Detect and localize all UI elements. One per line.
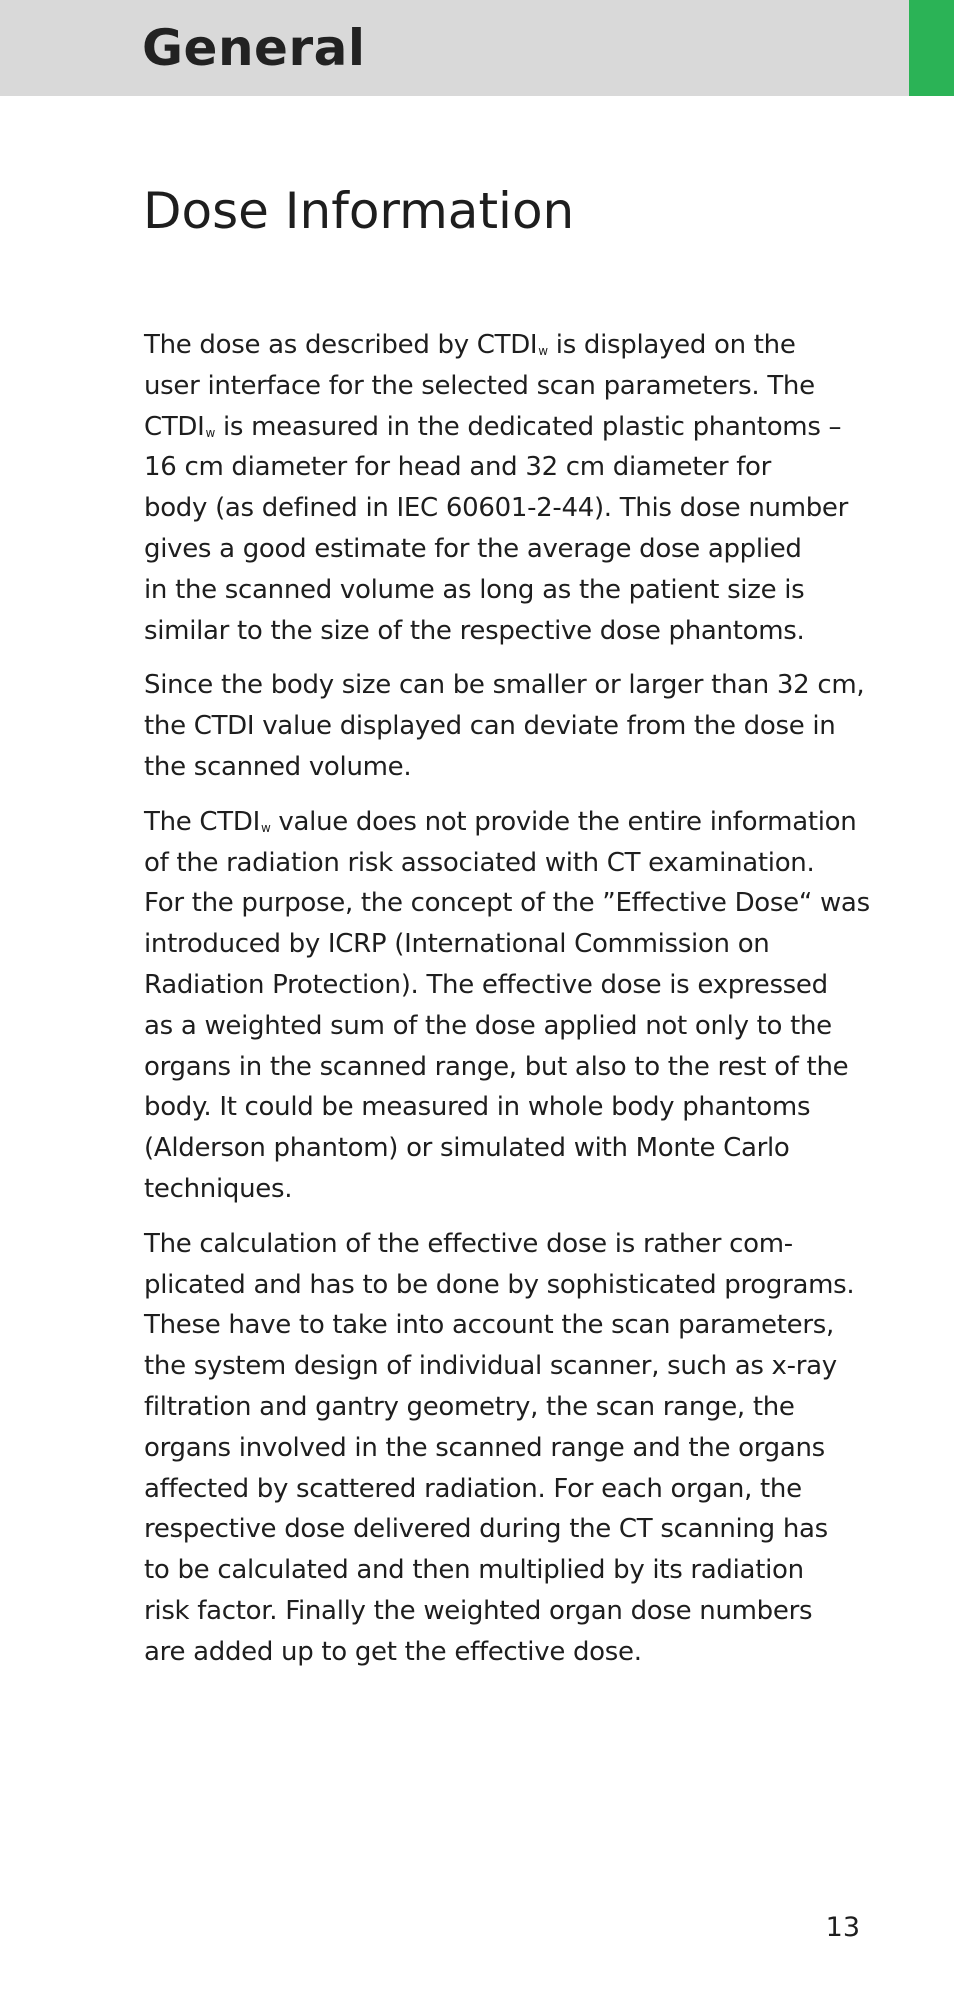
text-run: affected by scattered radiation. For each organ, the	[144, 1473, 802, 1504]
text-line	[144, 1591, 874, 1632]
text-line	[144, 1087, 874, 1128]
body-text	[144, 325, 874, 1687]
text-run: similar to the size of the respective dose phantoms.	[144, 615, 805, 646]
text-line	[144, 747, 874, 788]
text-line	[144, 1265, 874, 1306]
text-line	[144, 325, 874, 366]
text-run: Since the body size can be smaller or larger than 32 cm,	[144, 670, 865, 701]
text-run: user interface for the selected scan parameters. The	[144, 370, 815, 401]
text-run: in the scanned volume as long as the patient size is	[144, 574, 805, 605]
text-run: is measured in the dedicated plastic phantoms –	[215, 411, 842, 442]
text-run: organs in the scanned range, but also to the rest of the	[144, 1051, 849, 1082]
text-run: filtration and gantry geometry, the scan range, the	[144, 1391, 795, 1422]
text-line	[144, 1346, 874, 1387]
text-run: the system design of individual scanner, such as x-ray	[144, 1351, 837, 1382]
text-line	[144, 1224, 874, 1265]
paragraph	[144, 665, 874, 787]
subscript: w	[205, 425, 216, 440]
text-line	[144, 843, 874, 884]
text-run: 16 cm diameter for head and 32 cm diameter for	[144, 452, 772, 483]
text-run: (Alderson phantom) or simulated with Monte Carlo	[144, 1133, 790, 1164]
text-line	[144, 1128, 874, 1169]
text-line	[144, 924, 874, 965]
text-line	[144, 1006, 874, 1047]
text-line	[144, 965, 874, 1006]
text-line	[144, 529, 874, 570]
text-run: These have to take into account the scan parameters,	[144, 1310, 834, 1341]
text-line	[144, 1305, 874, 1346]
text-run: introduced by ICRP (International Commission on	[144, 929, 770, 960]
subscript: w	[538, 344, 548, 358]
text-run: as a weighted sum of the dose applied not only to the	[144, 1010, 832, 1041]
text-line	[144, 488, 874, 529]
text-run: For the purpose, the concept of the ”Effective Dose“ was	[144, 888, 870, 919]
text-run: gives a good estimate for the average dose applied	[144, 533, 802, 564]
text-line	[144, 570, 874, 611]
text-run: The dose as described by CTDI	[144, 330, 538, 360]
text-run: The calculation of the effective dose is rather com-	[144, 1228, 793, 1259]
text-line	[144, 1387, 874, 1428]
text-line	[144, 447, 874, 488]
text-line	[144, 1169, 874, 1210]
text-run: body. It could be measured in whole body phantoms	[144, 1092, 811, 1123]
text-run: The CTDI	[144, 806, 260, 837]
text-run: organs involved in the scanned range and the organs	[144, 1432, 825, 1463]
text-line	[144, 1632, 874, 1673]
text-run: CTDI	[144, 411, 205, 442]
text-line	[144, 706, 874, 747]
subscript: w	[260, 820, 271, 835]
text-run: plicated and has to be done by sophisticated programs.	[144, 1269, 855, 1300]
text-line	[144, 883, 874, 924]
page-title: Dose Information	[143, 182, 575, 240]
text-line	[144, 1047, 874, 1088]
page-number: 13	[825, 1912, 860, 1943]
text-line	[144, 366, 874, 407]
paragraph	[144, 325, 874, 651]
text-run: Radiation Protection). The effective dose is expressed	[144, 969, 828, 1000]
text-line	[144, 407, 874, 448]
text-run: is displayed on the	[547, 330, 796, 360]
text-line	[144, 665, 874, 706]
section-accent-tab	[909, 0, 954, 96]
text-line	[144, 1428, 874, 1469]
text-line	[144, 802, 874, 843]
text-run: the scanned volume.	[144, 751, 412, 782]
text-run: techniques.	[144, 1173, 293, 1204]
section-title: General	[142, 19, 366, 77]
paragraph	[144, 1224, 874, 1673]
text-line	[144, 1550, 874, 1591]
text-run: the CTDI value displayed can deviate from the dose in	[144, 711, 836, 742]
text-run: body (as defined in IEC 60601-2-44). This dose number	[144, 493, 849, 524]
text-line	[144, 1509, 874, 1550]
text-run: respective dose delivered during the CT scanning has	[144, 1514, 828, 1545]
text-line	[144, 1469, 874, 1510]
text-line	[144, 611, 874, 652]
text-run: are added up to get the effective dose.	[144, 1636, 642, 1667]
text-run: to be calculated and then multiplied by its radiation	[144, 1555, 804, 1586]
paragraph	[144, 802, 874, 1210]
text-run: risk factor. Finally the weighted organ dose numbers	[144, 1595, 813, 1626]
text-run: of the radiation risk associated with CT examination.	[144, 847, 815, 878]
text-run: value does not provide the entire information	[270, 806, 857, 837]
